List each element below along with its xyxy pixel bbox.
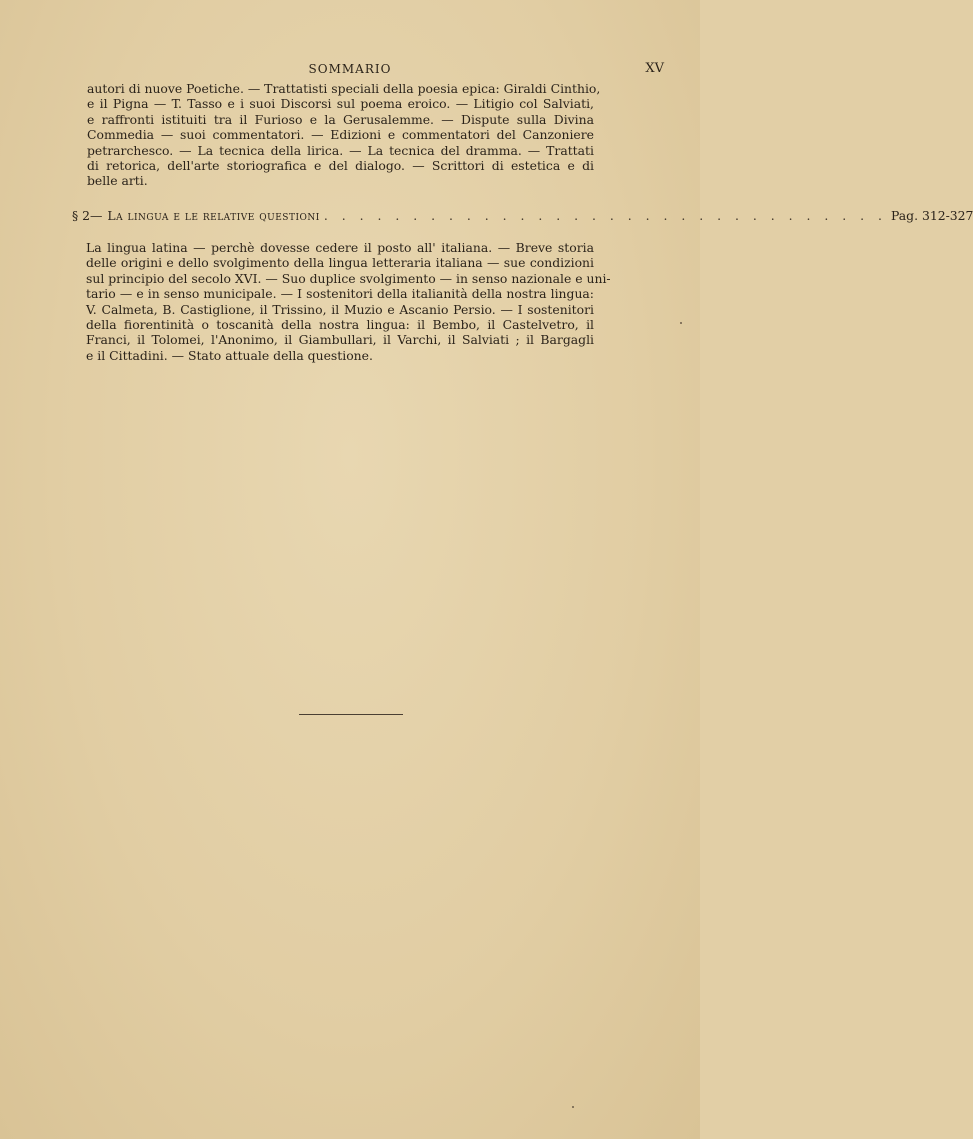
page-header	[0, 60, 700, 80]
section-title: — La lingua e le relative questioni	[90, 208, 320, 223]
text-line: e il Pigna — T. Tasso e i suoi Discorsi sul poema eroico. — Litigio col Salviati,	[87, 96, 594, 112]
text-line: Franci, il Tolomei, l'Anonimo, il Giambullari, il Varchi, il Salviati ; il Bargagli	[86, 332, 594, 348]
paper-speck	[572, 1106, 574, 1108]
dot-leader: . . . . . . . . . . . . . . . . . . . . . . . . . . . . . . . .	[323, 208, 887, 223]
section-pages: Pag. 312-327	[890, 208, 973, 223]
page-number: XV	[645, 61, 664, 76]
text-line: di retorica, dell'arte storiografica e del dialogo. — Scrittori di estetica e di	[87, 158, 594, 174]
text-line: petrarchesco. — La tecnica della lirica. — La tecnica del dramma. — Trattati	[87, 142, 594, 158]
text-line: belle arti.	[87, 173, 148, 189]
section-heading	[72, 208, 973, 223]
end-rule	[299, 714, 403, 715]
text-line: e raffronti istituiti tra il Furioso e la Gerusalemme. — Dispute sulla Divina	[87, 111, 594, 127]
text-line: La lingua latina — perchè dovesse cedere il posto all' italiana. — Breve storia	[86, 240, 594, 255]
text-line: Commedia — suoi commentatori. — Edizioni e commentatori del Canzoniere	[87, 127, 594, 143]
summary-paragraph-2	[86, 240, 611, 363]
section-number: § 2	[72, 208, 91, 223]
text-line: V. Calmeta, B. Castiglione, il Trissino, il Muzio e Ascanio Persio. — I sostenitori	[86, 301, 594, 317]
text-line: sul principio del secolo XVI. — Suo duplice svolgimento — in senso nazionale e uni-	[86, 270, 611, 286]
summary-paragraph-1	[87, 81, 601, 189]
text-line: della fiorentinità o toscanità della nostra lingua: il Bembo, il Castelvetro, il	[86, 317, 594, 333]
text-line: tario — e in senso municipale. — I sostenitori della italianità della nostra lingua:	[86, 286, 594, 302]
text-line: autori di nuove Poetiche. — Trattatisti speciali della poesia epica: Giraldi Cinthio,	[87, 81, 601, 96]
text-line: delle origini e dello svolgimento della lingua letteraria italiana — sue condizioni	[86, 255, 594, 271]
text-line: e il Cittadini. — Stato attuale della questione.	[86, 347, 373, 363]
paper-speck	[680, 322, 682, 324]
running-title: SOMMARIO	[308, 62, 392, 76]
